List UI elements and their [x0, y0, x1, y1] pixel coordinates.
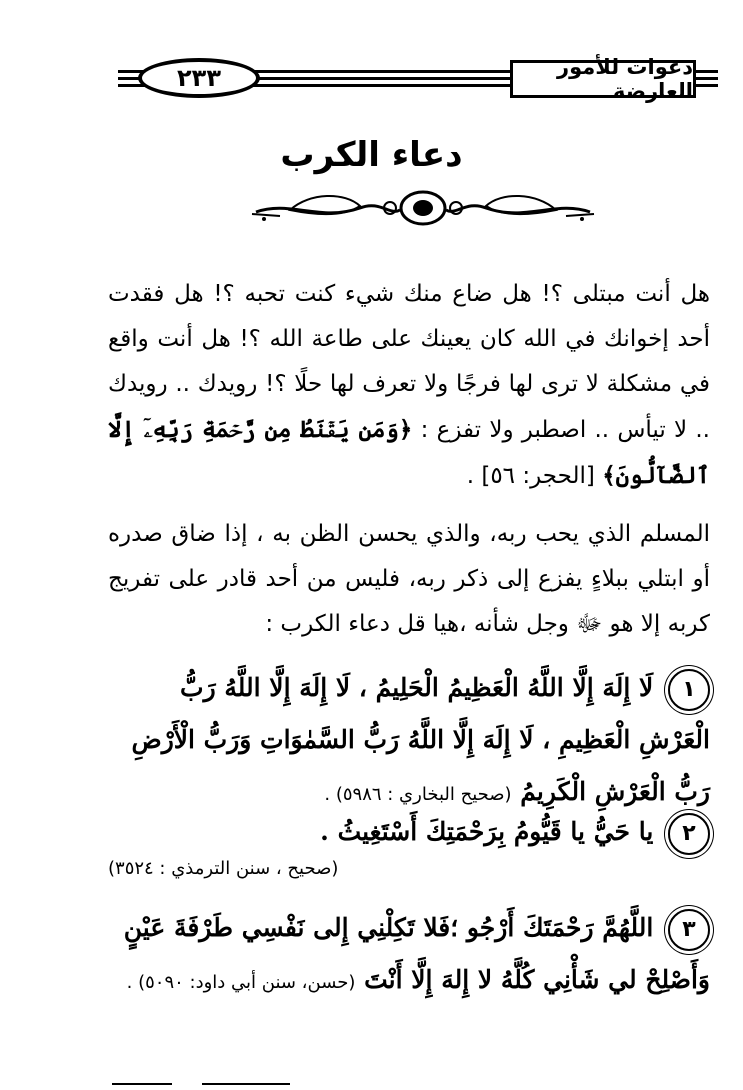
- duaa-reference: (حسن، سنن أبي داود: ٥٠٩٠) .: [126, 972, 356, 993]
- duaa-item: [108, 662, 710, 821]
- quran-reference: [الحجر: ٥٦] .: [466, 463, 595, 489]
- duaa-reference: (صحيح ، سنن الترمذي : ٣٥٢٤): [108, 858, 339, 879]
- page-number: ٢٣٣: [138, 58, 260, 98]
- duaa-item: [108, 902, 710, 1009]
- duaa-reference: (صحيح البخاري : ٥٩٨٦) .: [324, 784, 512, 805]
- duaa-item: [108, 812, 710, 855]
- intro-text: هل أنت مبتلى ؟! هل ضاع منك شيء كنت تحبه ؟! هل فقدت أحد إخوانك في الله كان يعينك على طاعة الله ؟! هل أنت واقع في مشكلة لا ترى لها فرجًا ولا تعرف لها حلًا ؟! رويدك .. رويدك .. لا تيأس .. اصطبر ولا تفزع :: [108, 281, 710, 443]
- chapter-title: دعوات للأمور العارضة: [510, 60, 696, 98]
- duaa-number: ٢: [668, 813, 710, 855]
- page-header: [118, 55, 718, 103]
- bottom-rule-right: [202, 1083, 290, 1085]
- duaa-text: لَا إِلَهَ إِلَّا اللَّهُ الْعَظِيمُ الْحَلِيمُ ، لَا إِلَهَ إِلَّا اللَّهُ رَبُّ الْعَرْشِ الْعَظِيمِ ، لَا إِلَهَ إِلَّا اللَّهُ رَبُّ السَّمٰوَاتِ وَرَبُّ الْأَرْضِ رَبُّ الْعَرْشِ الْكَرِيمُ: [131, 673, 710, 806]
- duaa-text: يا حَيُّ يا قَيُّومُ بِرَحْمَتِكَ أَسْتَغِيثُ .: [320, 817, 654, 846]
- ornament-divider-icon: [250, 186, 596, 230]
- body-paragraph: المسلم الذي يحب ربه، والذي يحسن الظن به ، إذا ضاق صدره أو ابتلي ببلاءٍ يفزع إلى ذكر ربه، فليس من أحد قادر على تفريج كربه إلا هو ﷻ وجل شأنه ،هيا قل دعاء الكرب :: [108, 521, 710, 637]
- section-title: دعاء الكرب: [280, 135, 463, 175]
- intro-paragraph: [108, 272, 710, 499]
- duaa-number: ٣: [668, 909, 710, 951]
- duaa-text: اللَّهُمَّ رَحْمَتَكَ أَرْجُو ؛فَلا تَكِلْنِي إِلى نَفْسِي طَرْفَةَ عَيْنٍ وَأَصْلِحْ لي شَأْنِي كُلَّهُ لا إِلهَ إِلَّا أَنْتَ: [123, 913, 710, 994]
- bottom-rule-left: [112, 1083, 172, 1085]
- duaa-number: ١: [668, 669, 710, 711]
- quran-verse: ﴿وَمَن يَقۡنَطُ مِن رَّحۡمَةِ رَبِّهِۦٓ إِلَّا ٱلضَّآلُّونَ﴾: [108, 416, 710, 489]
